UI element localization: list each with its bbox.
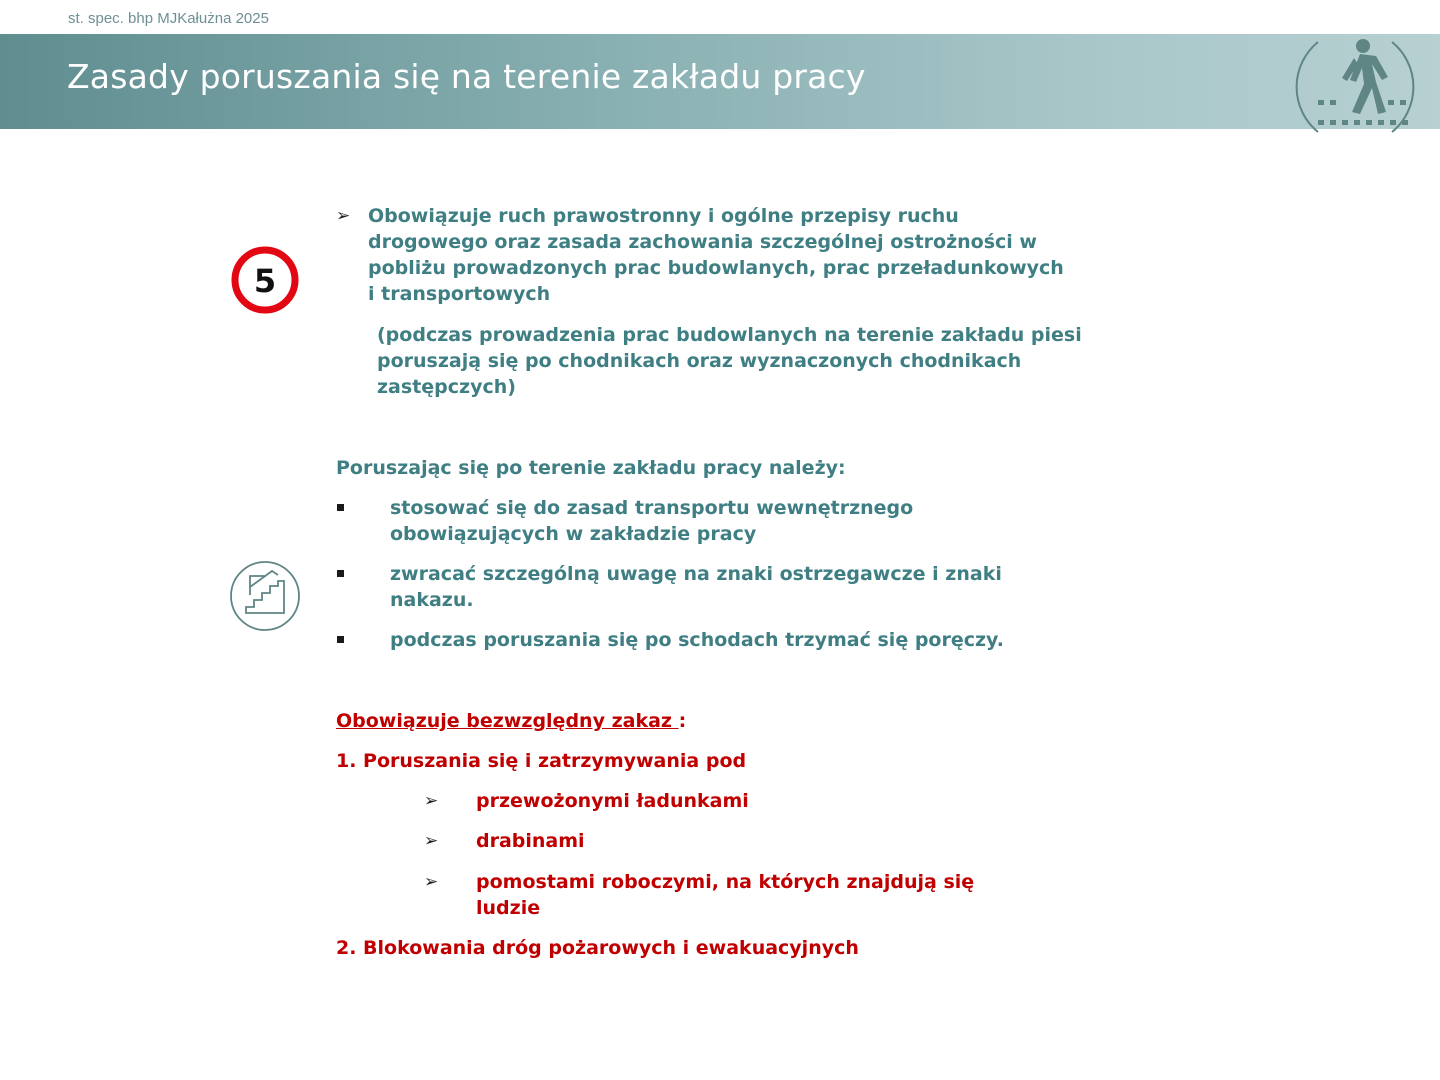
speed-limit-value: 5	[253, 262, 277, 300]
ban-heading-colon: :	[678, 710, 687, 732]
ban-subitem-text: drabinami	[476, 830, 585, 852]
square-bullet-icon	[337, 504, 344, 511]
rule-right-hand-traffic	[336, 203, 1076, 307]
speed-limit-sign-icon	[230, 245, 300, 315]
ban-subitem	[424, 788, 1044, 814]
square-bullet-icon	[337, 636, 344, 643]
construction-note: (podczas prowadzenia prac budowlanych na terenie zakładu piesi poruszają się po chodnikach oraz wyznaczonych chodnikach zastępczych)	[377, 324, 1082, 398]
movement-item-text: podczas poruszania się po schodach trzymać się poręczy.	[390, 629, 1004, 651]
movement-item	[336, 627, 1076, 653]
movement-item-text: zwracać szczególną uwagę na znaki ostrzegawcze i znaki nakazu.	[390, 563, 1002, 611]
movement-item	[336, 495, 1076, 547]
ban-subitem	[424, 828, 1044, 854]
ban-subitem-text: przewożonymi ładunkami	[476, 790, 749, 812]
ban-point-2: 2. Blokowania dróg pożarowych i ewakuacyjnych	[336, 937, 859, 959]
movement-item-text: stosować się do zasad transportu wewnętrznego obowiązujących w zakładzie pracy	[390, 497, 914, 545]
arrow-bullet-icon: ➢	[424, 791, 439, 811]
ban-subitem	[424, 869, 1024, 921]
stairs-icon	[228, 559, 302, 633]
ban-point-1: 1. Poruszania się i zatrzymywania pod	[336, 750, 747, 772]
author-footer: st. spec. bhp MJKałużna 2025	[68, 10, 269, 27]
pedestrian-crossing-icon	[1290, 34, 1420, 134]
square-bullet-icon	[337, 570, 344, 577]
movement-intro: Poruszając się po terenie zakładu pracy należy:	[336, 457, 846, 479]
rule-text: Obowiązuje ruch prawostronny i ogólne przepisy ruchu drogowego oraz zasada zachowania szczególnej ostrożności w pobliżu prowadzonych prac budowlanych, prac przeładunkowych i transportowych	[368, 205, 1064, 305]
arrow-bullet-icon: ➢	[424, 831, 439, 851]
ban-heading	[336, 708, 686, 734]
arrow-bullet-icon: ➢	[424, 872, 439, 892]
ban-heading-text: Obowiązuje bezwzględny zakaz	[336, 710, 679, 732]
slide-title: Zasady poruszania się na terenie zakładu pracy	[67, 57, 866, 96]
ban-subitem-text: pomostami roboczymi, na których znajdują się ludzie	[476, 871, 975, 919]
movement-item	[336, 561, 1076, 613]
arrow-bullet-icon: ➢	[336, 206, 351, 226]
